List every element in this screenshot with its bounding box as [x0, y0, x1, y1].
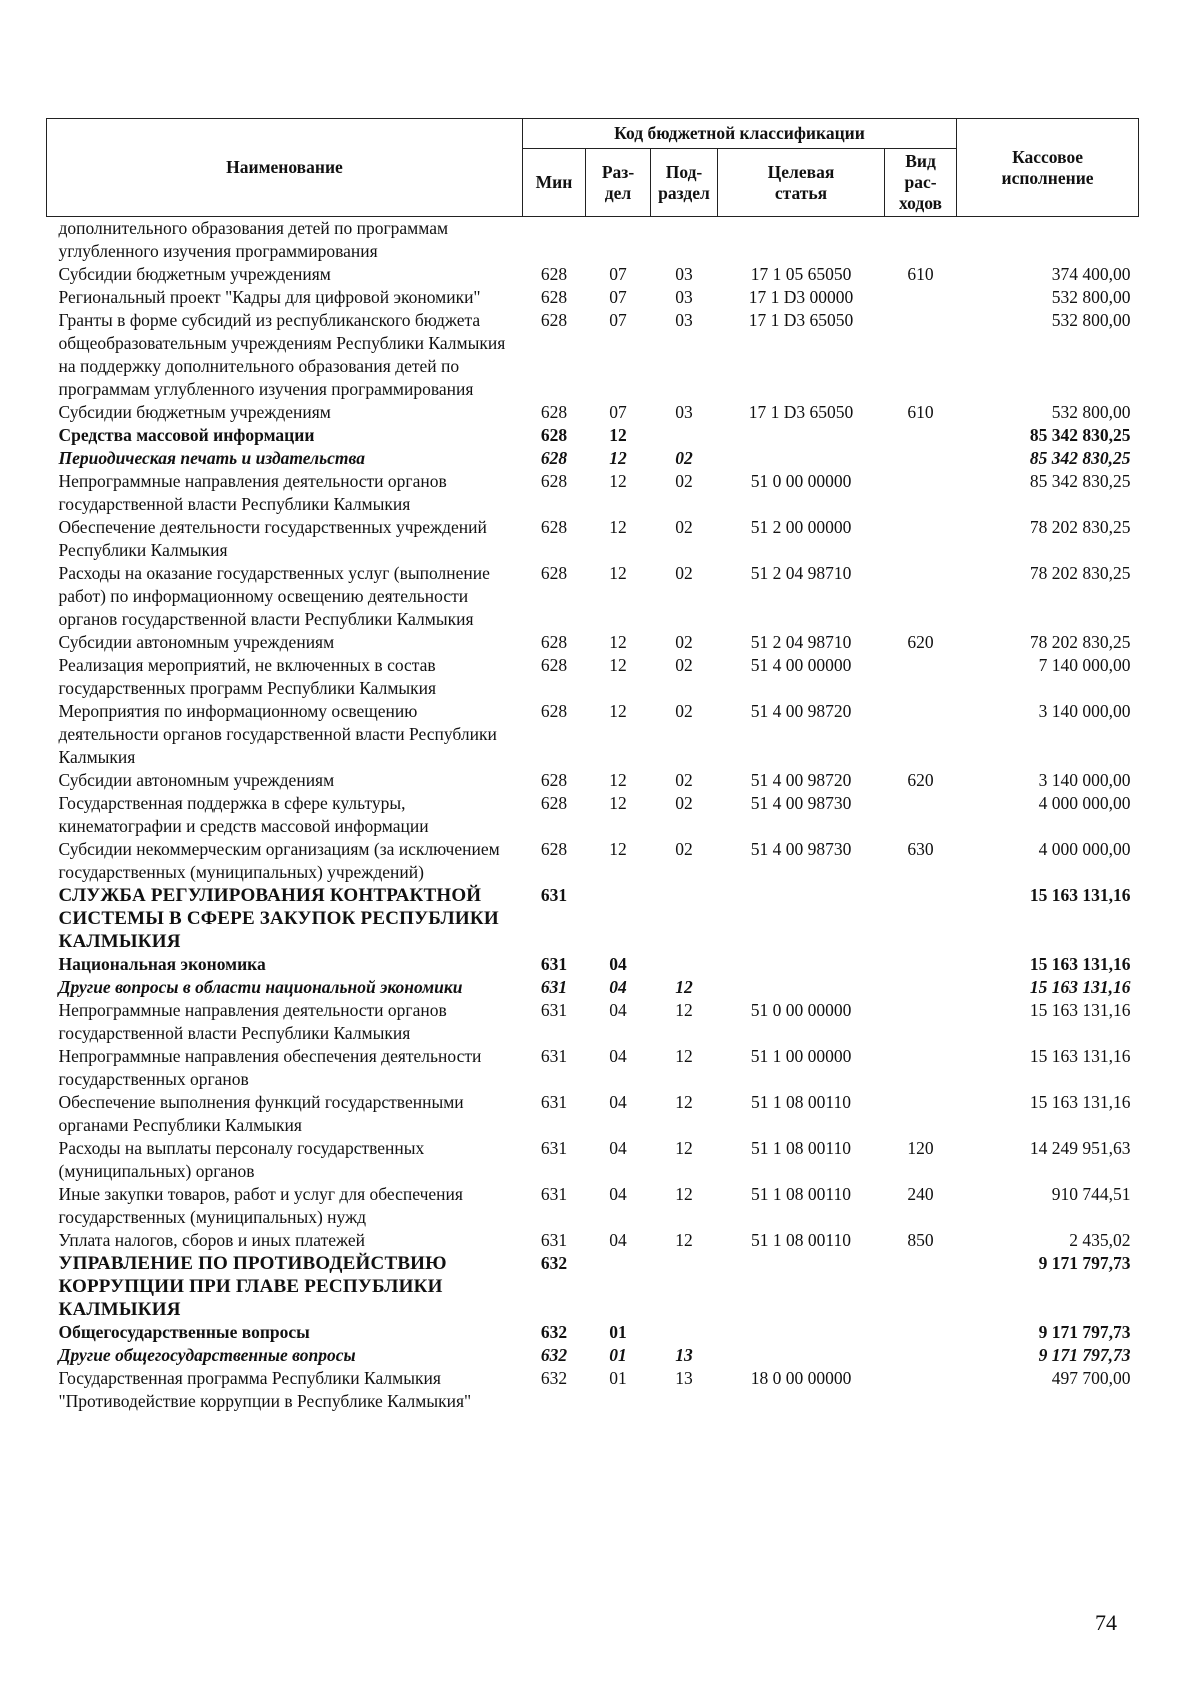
cell-cel: 51 4 00 98730: [750, 793, 852, 813]
cell-min: 631: [540, 1000, 568, 1020]
cell-sum: 2 435,02: [1069, 1230, 1131, 1250]
cell-vid: [885, 562, 957, 631]
cell-vid: 850: [907, 1230, 934, 1250]
cell-name: Государственная программа Республики Калмыкия "Противодействие коррупции в Республике Калмыкия": [58, 1368, 472, 1411]
cell-min: 632: [540, 1322, 568, 1342]
cell-min: 631: [540, 1092, 568, 1112]
cell-vid: 240: [907, 1184, 934, 1204]
cell-cel: 18 0 00 00000: [750, 1368, 852, 1388]
table-row: [47, 999, 1139, 1045]
cell-min: 628: [540, 655, 568, 675]
cell-cel: 17 1 D3 65050: [748, 402, 854, 422]
cell-min: 631: [540, 1046, 568, 1066]
cell-sum: 4 000 000,00: [1038, 839, 1131, 859]
cell-cel: 51 1 00 00000: [750, 1046, 852, 1066]
cell-name: Субсидии бюджетным учреждениям: [58, 264, 331, 284]
cell-cel: 51 1 08 00110: [751, 1230, 851, 1250]
cell-sum: 15 163 131,16: [1029, 954, 1131, 974]
cell-sum: 532 800,00: [1051, 310, 1131, 330]
cell-sum: 15 163 131,16: [1029, 977, 1131, 997]
cell-pod: 02: [675, 448, 693, 468]
cell-min: 628: [540, 425, 568, 445]
cell-min: 632: [540, 1345, 568, 1365]
cell-razdel: 04: [609, 1000, 627, 1020]
cell-cel: 17 1 D3 65050: [748, 310, 854, 330]
cell-pod: 03: [675, 264, 693, 284]
page-number: 74: [1095, 1610, 1117, 1635]
cell-razdel: 12: [609, 632, 627, 652]
cell-min: 628: [540, 632, 568, 652]
cell-vid: [885, 1321, 957, 1344]
cell-cel: [718, 217, 885, 264]
cell-cel: 51 4 00 00000: [750, 655, 852, 675]
cell-pod: 02: [675, 471, 693, 491]
cell-pod: 03: [675, 402, 693, 422]
cell-min: 632: [540, 1253, 568, 1273]
cell-min: 631: [540, 1184, 568, 1204]
cell-vid: [885, 953, 957, 976]
cell-vid: 610: [907, 402, 934, 422]
cell-pod: [651, 953, 718, 976]
cell-name: Субсидии бюджетным учреждениям: [58, 402, 331, 422]
cell-razdel: 04: [609, 1092, 627, 1112]
cell-cel: 51 2 00 00000: [750, 517, 852, 537]
table-row: [47, 1229, 1139, 1252]
cell-razdel: 04: [609, 1230, 627, 1250]
cell-pod: [651, 217, 718, 264]
cell-vid: [885, 1252, 957, 1321]
table-row: [47, 1367, 1139, 1413]
cell-name: Мероприятия по информационному освещению деятельности органов государственной власти Республики Калмыкия: [58, 701, 497, 767]
cell-min: 628: [540, 287, 568, 307]
table-row: [47, 401, 1139, 424]
cell-vid: [885, 1091, 957, 1137]
table-header: [47, 119, 1139, 217]
cell-pod: 12: [675, 1000, 693, 1020]
cell-pod: 12: [675, 1230, 693, 1250]
cell-pod: 02: [675, 839, 693, 859]
cell-cel: 17 1 D3 00000: [748, 287, 854, 307]
cell-pod: 13: [675, 1345, 693, 1365]
cell-vid: [885, 447, 957, 470]
cell-vid: [885, 999, 957, 1045]
cell-sum: 532 800,00: [1051, 402, 1131, 422]
cell-pod: 02: [675, 655, 693, 675]
cell-min: 628: [540, 471, 568, 491]
cell-sum: 9 171 797,73: [1038, 1253, 1131, 1273]
cell-min: 631: [540, 977, 568, 997]
cell-pod: 03: [675, 310, 693, 330]
cell-sum: 15 163 131,16: [1029, 1092, 1131, 1112]
cell-name: Расходы на оказание государственных услуг (выполнение работ) по информационному освещению деятельности органов государственной власти Республики Калмыкия: [58, 563, 490, 629]
table-row: [47, 1344, 1139, 1367]
cell-cel: 51 1 08 00110: [751, 1184, 851, 1204]
cell-min: [523, 217, 586, 264]
cell-razdel: 04: [609, 1184, 627, 1204]
cell-cel: [718, 1252, 885, 1321]
cell-min: 628: [540, 402, 568, 422]
cell-razdel: 01: [609, 1345, 627, 1365]
cell-sum: 374 400,00: [1051, 264, 1131, 284]
cell-name: Реализация мероприятий, не включенных в состав государственных программ Республики Калмыкия: [58, 655, 437, 698]
header-vid: Вид рас- ходов: [885, 149, 957, 217]
cell-vid: [885, 884, 957, 953]
cell-vid: [885, 792, 957, 838]
cell-sum: 532 800,00: [1051, 287, 1131, 307]
cell-name: Средства массовой информации: [58, 425, 315, 445]
cell-sum: 7 140 000,00: [1038, 655, 1131, 675]
cell-pod: 02: [675, 517, 693, 537]
cell-min: 632: [540, 1368, 568, 1388]
cell-vid: [885, 217, 957, 264]
table-row: [47, 263, 1139, 286]
header-celevaya: Целевая статья: [718, 149, 885, 217]
cell-name: Другие вопросы в области национальной экономики: [58, 977, 463, 997]
cell-razdel: 12: [609, 770, 627, 790]
cell-razdel: 07: [609, 287, 627, 307]
cell-vid: [885, 1344, 957, 1367]
table-row: [47, 309, 1139, 401]
cell-vid: [885, 700, 957, 769]
cell-pod: [651, 884, 718, 953]
table-row: [47, 1183, 1139, 1229]
cell-sum: 4 000 000,00: [1038, 793, 1131, 813]
cell-min: 631: [540, 954, 568, 974]
cell-cel: 51 1 08 00110: [751, 1138, 851, 1158]
cell-vid: 620: [907, 770, 934, 790]
cell-pod: 12: [675, 1138, 693, 1158]
cell-pod: [651, 424, 718, 447]
cell-sum: 85 342 830,25: [1029, 471, 1131, 491]
cell-sum: 14 249 951,63: [1029, 1138, 1131, 1158]
cell-name: Региональный проект "Кадры для цифровой экономики": [58, 287, 481, 307]
header-razdel: Раз- дел: [586, 149, 651, 217]
cell-razdel: [586, 884, 651, 953]
cell-pod: 12: [675, 1092, 693, 1112]
header-min: Мин: [523, 149, 586, 217]
cell-razdel: 01: [609, 1368, 627, 1388]
cell-razdel: 07: [609, 310, 627, 330]
cell-vid: [885, 976, 957, 999]
cell-sum: 85 342 830,25: [1029, 425, 1131, 445]
table-row: [47, 976, 1139, 999]
budget-sheet: [46, 118, 1138, 1413]
table-row: [47, 516, 1139, 562]
cell-name: Государственная поддержка в сфере культуры, кинематографии и средств массовой информации: [58, 793, 429, 836]
cell-sum: 9 171 797,73: [1038, 1322, 1131, 1342]
table-row: [47, 631, 1139, 654]
cell-min: 628: [540, 793, 568, 813]
cell-name: Непрограммные направления деятельности органов государственной власти Республики Калмыкия: [58, 1000, 447, 1043]
cell-sum: 78 202 830,25: [1029, 517, 1131, 537]
cell-cel: 51 2 04 98710: [750, 563, 852, 583]
cell-name: Субсидии автономным учреждениям: [58, 632, 335, 652]
table-row: [47, 953, 1139, 976]
cell-name: Непрограммные направления обеспечения деятельности государственных органов: [58, 1046, 482, 1089]
table-row: [47, 700, 1139, 769]
cell-min: 631: [540, 885, 568, 905]
cell-name: Обеспечение выполнения функций государственными органами Республики Калмыкия: [58, 1092, 464, 1135]
cell-min: 628: [540, 701, 568, 721]
cell-razdel: 04: [609, 1138, 627, 1158]
cell-vid: [885, 424, 957, 447]
cell-razdel: 07: [609, 402, 627, 422]
cell-razdel: 12: [609, 655, 627, 675]
cell-sum: 78 202 830,25: [1029, 632, 1131, 652]
header-podrazdel: Под- раздел: [651, 149, 718, 217]
cell-razdel: [586, 1252, 651, 1321]
cell-name: дополнительного образования детей по программам углубленного изучения программирования: [58, 218, 449, 261]
table-row: [47, 1045, 1139, 1091]
cell-cel: [718, 976, 885, 999]
table-row: [47, 447, 1139, 470]
cell-cel: 51 0 00 00000: [750, 1000, 852, 1020]
cell-vid: 630: [907, 839, 934, 859]
cell-vid: 120: [907, 1138, 934, 1158]
cell-cel: [718, 953, 885, 976]
cell-min: 628: [540, 770, 568, 790]
cell-vid: [885, 654, 957, 700]
cell-min: 631: [540, 1230, 568, 1250]
cell-cel: [718, 447, 885, 470]
header-name: Наименование: [47, 119, 523, 217]
cell-vid: [885, 1367, 957, 1413]
cell-razdel: [586, 217, 651, 264]
cell-pod: 02: [675, 701, 693, 721]
cell-razdel: 12: [609, 471, 627, 491]
cell-name: Общегосударственные вопросы: [58, 1322, 310, 1342]
cell-pod: 02: [675, 632, 693, 652]
cell-pod: 02: [675, 770, 693, 790]
cell-vid: [885, 516, 957, 562]
cell-sum: 3 140 000,00: [1038, 770, 1131, 790]
cell-pod: 12: [675, 1046, 693, 1066]
cell-min: 628: [540, 839, 568, 859]
table-row: [47, 470, 1139, 516]
cell-vid: [885, 309, 957, 401]
cell-cel: [718, 424, 885, 447]
cell-sum: [957, 217, 1139, 264]
table-row: [47, 838, 1139, 884]
cell-razdel: 04: [609, 977, 627, 997]
cell-razdel: 07: [609, 264, 627, 284]
cell-razdel: 04: [609, 954, 627, 974]
cell-cel: 51 4 00 98720: [750, 701, 852, 721]
budget-table: [46, 118, 1139, 1413]
cell-sum: 15 163 131,16: [1029, 885, 1131, 905]
cell-pod: 02: [675, 793, 693, 813]
cell-min: 631: [540, 1138, 568, 1158]
cell-sum: 910 744,51: [1051, 1184, 1131, 1204]
cell-pod: 03: [675, 287, 693, 307]
cell-razdel: 12: [609, 517, 627, 537]
cell-cel: 51 1 08 00110: [751, 1092, 851, 1112]
table-body: [47, 217, 1139, 1414]
cell-razdel: 12: [609, 701, 627, 721]
table-row: [47, 1137, 1139, 1183]
cell-name: Обеспечение деятельности государственных учреждений Республики Калмыкия: [58, 517, 487, 560]
cell-min: 628: [540, 264, 568, 284]
cell-cel: [718, 1321, 885, 1344]
cell-sum: 15 163 131,16: [1029, 1046, 1131, 1066]
cell-pod: 12: [675, 977, 693, 997]
table-row: [47, 1252, 1139, 1321]
cell-pod: 13: [675, 1368, 693, 1388]
table-row: [47, 792, 1139, 838]
cell-pod: 12: [675, 1184, 693, 1204]
cell-name: УПРАВЛЕНИЕ ПО ПРОТИВОДЕЙСТВИЮ КОРРУПЦИИ ПРИ ГЛАВЕ РЕСПУБЛИКИ КАЛМЫКИЯ: [58, 1253, 447, 1320]
cell-cel: [718, 1344, 885, 1367]
cell-razdel: 12: [609, 793, 627, 813]
cell-cel: 51 0 00 00000: [750, 471, 852, 491]
cell-vid: [885, 470, 957, 516]
table-row: [47, 424, 1139, 447]
cell-razdel: 12: [609, 425, 627, 445]
cell-sum: 85 342 830,25: [1029, 448, 1131, 468]
cell-cel: 17 1 05 65050: [750, 264, 852, 284]
table-row: [47, 654, 1139, 700]
cell-pod: 02: [675, 563, 693, 583]
cell-razdel: 01: [609, 1322, 627, 1342]
cell-vid: 610: [907, 264, 934, 284]
cell-name: СЛУЖБА РЕГУЛИРОВАНИЯ КОНТРАКТНОЙ СИСТЕМЫ В СФЕРЕ ЗАКУПОК РЕСПУБЛИКИ КАЛМЫКИЯ: [58, 885, 499, 952]
cell-pod: [651, 1321, 718, 1344]
cell-sum: 9 171 797,73: [1038, 1345, 1131, 1365]
cell-cel: 51 2 04 98710: [750, 632, 852, 652]
cell-name: Субсидии автономным учреждениям: [58, 770, 335, 790]
cell-sum: 15 163 131,16: [1029, 1000, 1131, 1020]
cell-name: Расходы на выплаты персоналу государственных (муниципальных) органов: [58, 1138, 425, 1181]
cell-name: Гранты в форме субсидий из республиканского бюджета общеобразовательным учреждениям Республики Калмыкия на поддержку дополнительного образования детей по программам углубленного изучения программирования: [58, 310, 506, 399]
cell-min: 628: [540, 448, 568, 468]
cell-name: Периодическая печать и издательства: [58, 448, 365, 468]
table-row: [47, 286, 1139, 309]
cell-cel: [718, 884, 885, 953]
cell-razdel: 12: [609, 839, 627, 859]
table-row: [47, 769, 1139, 792]
cell-name: Национальная экономика: [58, 954, 266, 974]
cell-vid: [885, 286, 957, 309]
table-row: [47, 1091, 1139, 1137]
header-kassovoe: Кассовое исполнение: [957, 119, 1139, 217]
cell-min: 628: [540, 517, 568, 537]
table-row: [47, 562, 1139, 631]
cell-min: 628: [540, 563, 568, 583]
cell-cel: 51 4 00 98730: [750, 839, 852, 859]
cell-name: Другие общегосударственные вопросы: [58, 1345, 356, 1365]
header-kod: Код бюджетной классификации: [523, 119, 957, 149]
cell-sum: 78 202 830,25: [1029, 563, 1131, 583]
cell-name: Субсидии некоммерческим организациям (за исключением государственных (муниципальных) учреждений): [58, 839, 500, 882]
cell-cel: 51 4 00 98720: [750, 770, 852, 790]
cell-sum: 3 140 000,00: [1038, 701, 1131, 721]
cell-min: 628: [540, 310, 568, 330]
cell-razdel: 12: [609, 448, 627, 468]
cell-razdel: 12: [609, 563, 627, 583]
cell-vid: 620: [907, 632, 934, 652]
table-row: [47, 884, 1139, 953]
cell-vid: [885, 1045, 957, 1091]
cell-name: Уплата налогов, сборов и иных платежей: [58, 1230, 365, 1250]
cell-sum: 497 700,00: [1051, 1368, 1131, 1388]
cell-name: Иные закупки товаров, работ и услуг для обеспечения государственных (муниципальных) нужд: [58, 1184, 463, 1227]
cell-razdel: 04: [609, 1046, 627, 1066]
table-row: [47, 217, 1139, 264]
cell-name: Непрограммные направления деятельности органов государственной власти Республики Калмыкия: [58, 471, 447, 514]
cell-pod: [651, 1252, 718, 1321]
table-row: [47, 1321, 1139, 1344]
